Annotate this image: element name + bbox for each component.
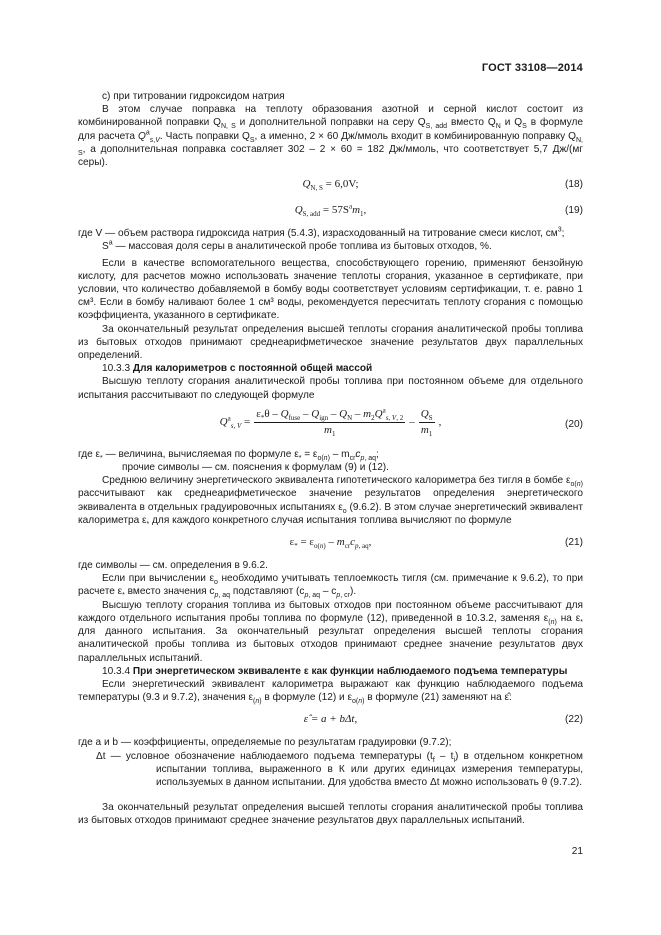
formula-18: $Q_{N, S} = 6,0V$; (18) xyxy=(302,178,583,193)
legend-18-19 xyxy=(78,227,583,253)
legend-22 xyxy=(78,736,583,789)
paragraph-temperature-function: Если энергетический эквивалент калориметра выражают как функцию наблюдаемого подъема температуры (9.3 и 9.7.2), значения $\varepsilon_{(n)}$ в формуле (12) и $\varepsilon_{o(n)}$ в формуле (21) заменяют на ε̂: xyxy=(78,678,583,706)
formula-22-number: (22) xyxy=(565,714,583,726)
formula-22: ε̂ = a + bΔt, (22) xyxy=(303,713,583,726)
legend-coefficients: где a и b — коэффициенты, определяемые по результатам градуировки (9.7.2); xyxy=(78,737,452,749)
formula-21: $\varepsilon_* = \varepsilon_{o(n)} - m_{cr}c_{p, aq}$, (21) xyxy=(289,536,583,551)
section-10-3-4-heading: 10.3.4 При энергетическом эквиваленте ε как функции наблюдаемого подъема температуры xyxy=(102,665,568,677)
legend-other-symbols: прочие символы — см. пояснения к формулам (9) и (12). xyxy=(122,462,389,474)
paragraph-gross-calorific: Высшую теплоту сгорания топлива из бытовых отходов при постоянном объеме рассчитывают для каждого отдельного испытания пробы топлива по формуле (12), приведенной в 10.3.2, заменяя $\varepsilon_{(n)}$ на $\varepsilon_*$ для данного испытания. За окончательный результат определения высшей теплоты сгорания аналитической пробы топлива из бытовых отходов принимают среднее значение результатов двух параллельных испытаний. xyxy=(78,599,584,664)
page-body xyxy=(78,90,583,828)
formula-21-number: (21) xyxy=(565,537,583,549)
paragraph-final-result-1: За окончательный результат определения высшей теплоты сгорания аналитической пробы топлива из бытовых отходов принимают среднеарифметическое значение результатов двух параллельных определений. xyxy=(78,323,583,362)
formula-19: $Q_{S, add} = 57S^am_1$, (19) xyxy=(294,202,583,219)
formula-20-number: (20) xyxy=(565,418,583,430)
formula-19-number: (19) xyxy=(565,205,583,217)
legend-20 xyxy=(78,448,583,474)
paragraph-benzoic: Если в качестве вспомогательного вещества, способствующего горению, применяют бензойную кислоту, для расчетов можно использовать значение теплоты сгорания, указанное в сертификате, при условии, что количество добавляемой в бомбу воды соответствует условиям сертификации, т. е. равно 1 см³. Если в бомбу наливают более 1 см³ воды, рекомендуется пересчитать теплоту сгорания с помощью коэффициента, указанного в сертификате. xyxy=(78,257,583,322)
paragraph-titration: с) при титровании гидроксидом натрия xyxy=(102,91,285,102)
page-number: 21 xyxy=(571,846,583,857)
legend-delta-t: Δt — условное обозначение наблюдаемого подъема температуры $(t_f - t_i)$ в отдельном конкретном испытании топлива, выраженного в К или других единицах измерения температуры, используемых в данном испытании. Для удобства вместо Δt можно использовать θ (9.7.2). xyxy=(96,750,583,788)
section-10-3-3-heading: 10.3.3 Для калориметров с постоянной общей массой xyxy=(102,363,373,375)
legend-s: $S^a$ — массовая доля серы в аналитической пробе топлива из бытовых отходов, %. xyxy=(102,240,492,253)
paragraph-crucible: Если при вычислении $\varepsilon_o$ необходимо учитывать теплоемкость тигля (см. примечание к 9.6.2), то при расчете $\varepsilon_*$ вместо значения $c_{p, aq}$ подставляют $(c_{p, aq} - c_{p, cr})$. xyxy=(78,573,584,600)
paragraph-energy-equivalent: Среднюю величину энергетического эквивалента гипотетического калориметра без тигля в бомбе $\varepsilon_{o(n)}$ рассчитывают как среднеарифметическое значение результатов определения энергетического эквивалента в отдельных градуировочных испытаниях $\varepsilon_o$ (9.6.2). В этом случае энергетический эквивалент калориметра $\varepsilon_*$ для каждого конкретного случая испытания топлива вычисляют по формуле xyxy=(78,475,583,528)
legend-v: где V — объем раствора гидроксида натрия (5.4.3), израсходованный на титрование смеси кислот, $см^3$; xyxy=(78,226,565,240)
standard-header: ГОСТ 33108—2014 xyxy=(481,62,583,74)
paragraph-correction: В этом случае поправка на теплоту образования азотной и серной кислот состоит из комбинированной поправки $Q_{N, S}$ и дополнительной поправки на серу $Q_{S, add}$ вместо $Q_N$ и $Q_S$ в формуле для расчета $Q^a_{s,V}$. Часть поправки $Q_S$, а именно, 2 × 60 Дж/ммоль входит в комбинированную поправку $Q_{N, S}$, а дополнительная поправка составляет 302 – 2 × 60 = 182 Дж/ммоль, что соответствует 5,7 Дж/(мг серы). xyxy=(78,104,583,169)
paragraph-formula-intro: Высшую теплоту сгорания аналитической пробы топлива при постоянном объеме для отдельного испытания рассчитывают по следующей формуле xyxy=(78,376,583,401)
legend-epsilon: где $\varepsilon_*$ — величина, вычисляемая по формуле $\varepsilon_* = \varepsilon_{o(n)} - m_{cr}c_{p, aq}$; xyxy=(78,448,379,462)
formula-20: $Q^a_{s, V}$ = $\frac{\varepsilon_*\theta - Q_{fuse} - Q_{ign} - Q_N - m_2Q^a_{s, V, 2}}{m_1}$ – $\frac{Q_S}{m_1}$ , (20) xyxy=(219,406,583,439)
legend-21: где символы — см. определения в 9.6.2. xyxy=(78,560,268,572)
formula-18-number: (18) xyxy=(565,179,583,191)
paragraph-final-result-2: За окончательный результат определения высшей теплоты сгорания аналитической пробы топлива из бытовых отходов принимают среднее значение результатов двух параллельных испытаний. xyxy=(78,802,583,827)
